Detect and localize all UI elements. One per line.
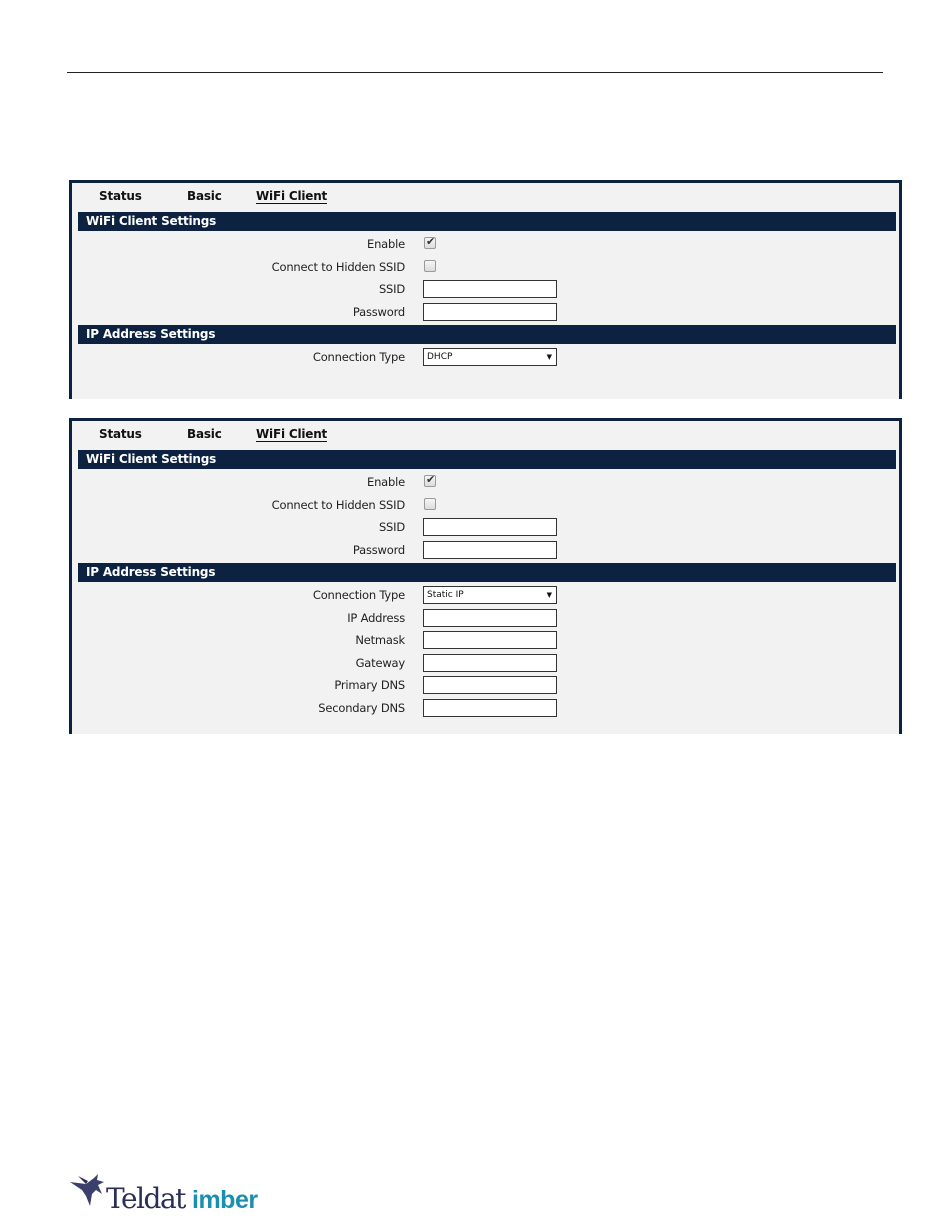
ssid-row bbox=[72, 516, 899, 539]
ssid-input[interactable] bbox=[423, 518, 557, 536]
enable-label: Enable bbox=[367, 237, 405, 251]
gateway-row bbox=[72, 652, 899, 675]
checkmark-icon: ✔ bbox=[426, 473, 436, 486]
hidden-ssid-checkbox[interactable] bbox=[424, 260, 436, 272]
password-label: Password bbox=[352, 304, 405, 319]
connection-type-label: Connection Type bbox=[312, 588, 405, 602]
primary-dns-row bbox=[72, 674, 899, 697]
ip-address-settings-section bbox=[72, 344, 899, 371]
hidden-ssid-checkbox[interactable] bbox=[424, 498, 436, 510]
gateway-input[interactable] bbox=[423, 654, 557, 672]
wifi-client-settings-section bbox=[72, 231, 899, 325]
enable-label: Enable bbox=[367, 475, 405, 489]
connection-type-value: Static IP bbox=[427, 590, 464, 600]
tab-wifi-client[interactable]: WiFi Client bbox=[256, 189, 328, 203]
secondary-dns-label: Secondary DNS bbox=[318, 700, 405, 715]
logo-teldat-text: Teldat bbox=[106, 1182, 185, 1215]
hidden-ssid-row bbox=[72, 494, 899, 517]
tab-bar bbox=[72, 421, 899, 450]
password-input[interactable] bbox=[423, 541, 557, 559]
dropdown-arrow-icon: ▼ bbox=[546, 353, 552, 361]
ssid-label: SSID bbox=[378, 520, 405, 534]
wifi-client-panel-dhcp bbox=[69, 180, 902, 399]
logo-imber-text: imber bbox=[192, 1186, 258, 1214]
enable-checkbox[interactable] bbox=[424, 237, 436, 249]
dropdown-arrow-icon: ▼ bbox=[546, 591, 552, 599]
password-input[interactable] bbox=[423, 303, 557, 321]
connection-type-value: DHCP bbox=[427, 352, 453, 362]
netmask-input[interactable] bbox=[423, 631, 557, 649]
ip-address-settings-header: IP Address Settings bbox=[78, 563, 896, 582]
tab-status[interactable]: Status bbox=[99, 427, 142, 441]
password-label: Password bbox=[352, 542, 405, 557]
enable-row bbox=[72, 233, 899, 256]
ip-address-input[interactable] bbox=[423, 609, 557, 627]
connection-type-label: Connection Type bbox=[312, 350, 405, 364]
hidden-ssid-label: Connect to Hidden SSID bbox=[271, 259, 405, 274]
secondary-dns-input[interactable] bbox=[423, 699, 557, 717]
connection-type-row bbox=[72, 584, 899, 607]
tab-basic[interactable]: Basic bbox=[187, 189, 222, 203]
tab-wifi-client[interactable]: WiFi Client bbox=[256, 427, 328, 441]
teldat-imber-logo bbox=[68, 1172, 268, 1222]
ip-address-settings-header: IP Address Settings bbox=[78, 325, 896, 344]
checkmark-icon: ✔ bbox=[426, 235, 436, 248]
wifi-client-settings-header: WiFi Client Settings bbox=[78, 450, 896, 469]
enable-checkbox[interactable] bbox=[424, 475, 436, 487]
tab-basic[interactable]: Basic bbox=[187, 427, 222, 441]
connection-type-select[interactable] bbox=[423, 586, 557, 604]
ip-address-row bbox=[72, 607, 899, 630]
connection-type-select[interactable] bbox=[423, 348, 557, 366]
netmask-label: Netmask bbox=[355, 633, 405, 647]
password-row bbox=[72, 539, 899, 562]
hidden-ssid-row bbox=[72, 256, 899, 279]
gateway-label: Gateway bbox=[355, 655, 405, 670]
password-row bbox=[72, 301, 899, 324]
netmask-row bbox=[72, 629, 899, 652]
enable-row bbox=[72, 471, 899, 494]
primary-dns-label: Primary DNS bbox=[334, 678, 405, 692]
primary-dns-input[interactable] bbox=[423, 676, 557, 694]
wifi-client-settings-header: WiFi Client Settings bbox=[78, 212, 896, 231]
tab-bar bbox=[72, 183, 899, 212]
wifi-client-panel-static bbox=[69, 418, 902, 734]
ssid-label: SSID bbox=[378, 282, 405, 296]
secondary-dns-row bbox=[72, 697, 899, 720]
ip-address-label: IP Address bbox=[347, 610, 405, 625]
tab-status[interactable]: Status bbox=[99, 189, 142, 203]
ssid-row bbox=[72, 278, 899, 301]
ip-address-settings-section bbox=[72, 582, 899, 721]
top-rule bbox=[67, 72, 883, 73]
connection-type-row bbox=[72, 346, 899, 369]
hidden-ssid-label: Connect to Hidden SSID bbox=[271, 497, 405, 512]
wifi-client-settings-section bbox=[72, 469, 899, 563]
ssid-input[interactable] bbox=[423, 280, 557, 298]
